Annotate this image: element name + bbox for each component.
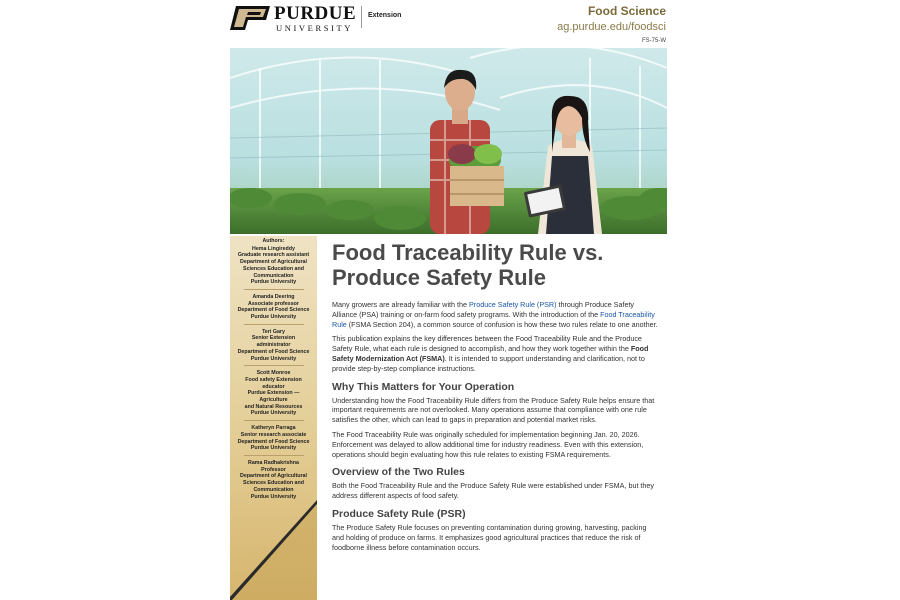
vegetable-crate [448,144,504,206]
section-heading-psr: Produce Safety Rule (PSR) [332,507,466,520]
author-org: Purdue University [250,410,297,417]
author-name: Amanda Deering [252,293,295,300]
author-1 [230,246,317,290]
author-2 [230,294,317,325]
text-run: Many growers are already familiar with the [332,300,470,309]
author-divider [244,365,304,366]
section-heading-why: Why This Matters for Your Operation [332,380,515,393]
authors-sidebar [230,236,317,600]
department-name: Food Science [587,4,666,18]
author-org: Purdue University [250,493,297,500]
author-name: Scott Monroe [256,370,291,377]
header-right [557,4,666,44]
author-5 [230,425,317,456]
purdue-logo [230,4,370,34]
author-dept: Purdue Extension — [247,390,300,397]
author-divider [244,420,304,421]
author-org: Purdue University [250,279,297,286]
header-divider [361,6,362,28]
text-run: through Produce Safety Alliance (PSA) training or on-farm food safety programs. With the introduction of the [332,300,635,319]
author-title: Professor [261,466,286,473]
text-run: (FSMA Section 204), a common source of confusion is how these two rules relate to one another. [346,319,658,329]
author-name: Rama Radhakrishna [248,459,299,466]
author-dept: Department of Food Science [237,307,310,314]
author-title: administrator [256,342,291,349]
why-paragraph-2: The Food Traceability Rule was originally scheduled for implementation beginning Jan. 20, 2026. Enforcement was delayed to allow additional time for industry readiness. Even with this extension, operations should begin evaluating how this rule relates to existing FSMA requirements. [332,429,644,459]
author-dept: Department of Food Science [237,348,310,355]
food-traceability-rule-link[interactable]: Food Traceability Rule [332,309,655,329]
overview-paragraph: Both the Food Traceability Rule and the Produce Safety Rule were established under FSMA, but they address different aspects of food safety. [332,481,655,501]
greenhouse-farmers-image [230,48,667,234]
author-dept: Sciences Education and [243,265,304,272]
document-page [230,0,667,600]
author-dept: Department of Agricultural [240,473,307,480]
intro-paragraph [332,300,660,329]
psr-paragraph: The Produce Safety Rule focuses on preventing contamination during growing, harvesting, packing and holding of produce on farms. It emphasizes good agricultural practices that reduce the risk of foodborne illness before contamination occurs. [332,522,647,552]
author-org: Purdue University [250,445,297,452]
author-dept: Communication [253,272,294,279]
author-4 [230,370,317,421]
purpose-paragraph [332,334,660,373]
authors-list [230,238,317,504]
author-title: Senior research associate [240,431,307,438]
text-run: . It is intended to support understanding and clarification, not to provide step-by-step compliance instructions. [332,353,645,373]
author-org: Purdue University [250,355,297,362]
author-dept: Department of Food Science [237,438,310,445]
author-title: educator [262,383,285,390]
document-title [332,240,660,290]
extension-label: Extension [368,12,402,19]
author-title: Food safety Extension [245,376,302,383]
author-dept: Department of Agricultural [240,259,307,266]
author-title: Associate professor [248,300,299,307]
department-url: ag.purdue.edu/foodsci [557,21,666,33]
author-title: Senior Extension [251,335,296,342]
author-divider [244,455,304,456]
hero-photo [230,48,667,234]
author-dept: and Natural Resources [244,403,303,410]
why-paragraph-1: Understanding how the Food Traceability Rule differs from the Produce Safety Rule helps ensure that important requirements are not overlooked. Many operations assume that compliance with one rule satisfies the other, which can lead to gaps in preparation and potential market risks. [332,395,655,425]
logo-sub: UNIVERSITY [276,23,353,33]
author-6 [230,460,317,500]
author-name: Katheryn Parraga [251,425,296,432]
sidebar-stripe-decoration [230,500,317,600]
produce-safety-rule-link[interactable]: Produce Safety Rule (PSR) [469,300,557,309]
author-divider [244,289,304,290]
author-org: Purdue University [250,314,297,321]
fsma-bold: Food Safety Modernization Act (FSMA) [332,344,649,363]
author-dept: Communication [253,486,294,493]
purdue-p-logo-icon [230,6,270,30]
author-3 [230,329,317,367]
title-line-2: Produce Safety Rule [332,265,546,290]
author-divider [244,324,304,325]
main-content [332,240,660,552]
text-run: This publication explains the key differences between the Food Traceability Rule and the Produce Safety Rule, what each rule is designed to accomplish, and how they work together within the [332,334,642,354]
title-line-1: Food Traceability Rule vs. [332,240,604,265]
publication-code: FS-75-W [642,38,666,44]
authors-label: Authors: [262,238,285,244]
section-heading-overview: Overview of the Two Rules [332,466,465,479]
logo-name: PURDUE [274,3,357,24]
author-name: Hema Lingireddy [252,245,295,252]
author-dept: Sciences Education and [243,480,304,487]
author-title: Graduate research assistant [237,252,310,259]
author-dept: Agriculture [259,397,288,404]
author-name: Teri Gary [262,328,285,335]
